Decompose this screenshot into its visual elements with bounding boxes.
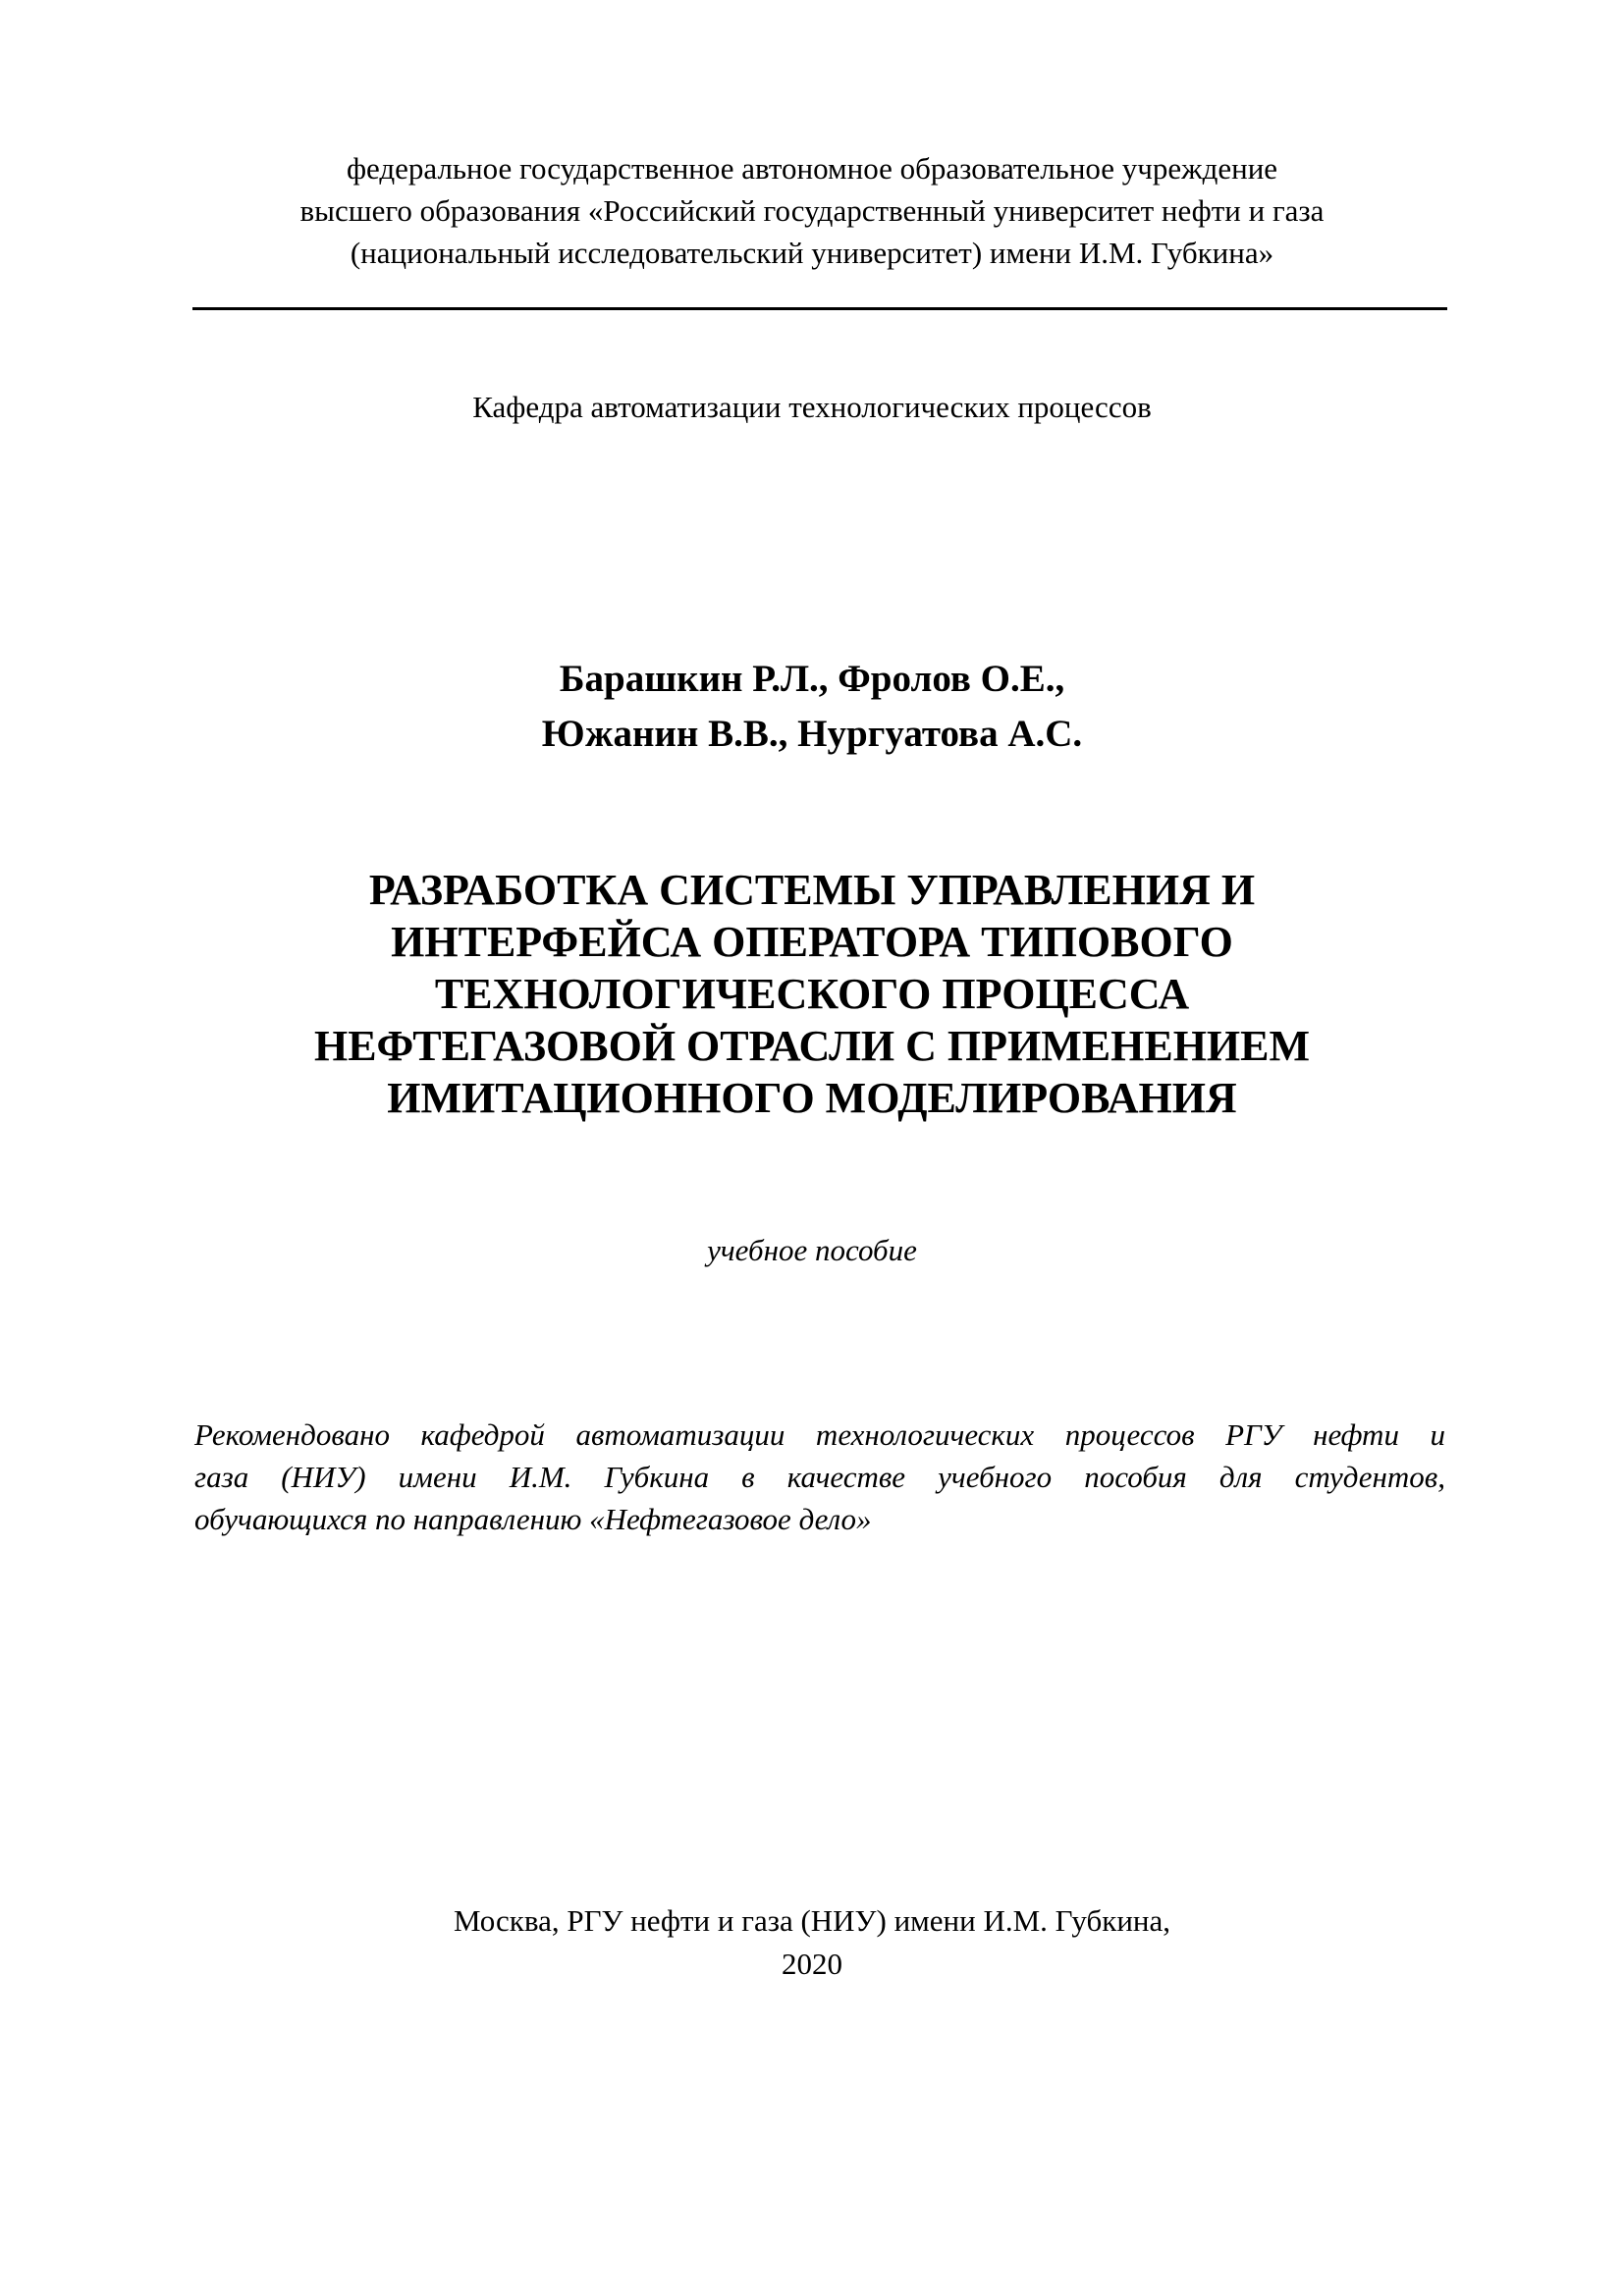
department-name: Кафедра автоматизации технологических процессов xyxy=(472,390,1152,424)
recommendation-line-1: Рекомендовано кафедрой автоматизации технологических процессов РГУ нефти и xyxy=(194,1417,1445,1452)
organization-header xyxy=(0,147,1624,274)
organization-line-1: федеральное государственное автономное образовательное учреждение xyxy=(346,151,1278,186)
authors xyxy=(0,652,1624,762)
recommendation-line-2: газа (НИУ) имени И.М. Губкина в качестве учебного пособия для студентов, xyxy=(194,1460,1445,1494)
authors-line-1: Барашкин Р.Л., Фролов О.Е., xyxy=(559,658,1065,700)
authors-line-2: Южанин В.В., Нургуатова А.С. xyxy=(541,713,1083,755)
recommendation-line-3: обучающихся по направлению «Нефтегазовое дело» xyxy=(194,1502,872,1536)
imprint-year: 2020 xyxy=(782,1947,842,1981)
title-line-1: РАЗРАБОТКА СИСТЕМЫ УПРАВЛЕНИЯ И xyxy=(368,866,1256,914)
document-title xyxy=(0,864,1624,1124)
title-line-3: ТЕХНОЛОГИЧЕСКОГО ПРОЦЕССА xyxy=(434,970,1190,1018)
document-type-label: учебное пособие xyxy=(707,1233,917,1267)
recommendation-note xyxy=(194,1414,1445,1540)
title-line-4: НЕФТЕГАЗОВОЙ ОТРАСЛИ С ПРИМЕНЕНИЕМ xyxy=(313,1022,1311,1070)
department xyxy=(0,386,1624,428)
title-line-5: ИМИТАЦИОННОГО МОДЕЛИРОВАНИЯ xyxy=(387,1074,1237,1122)
imprint-place-publisher: Москва, РГУ нефти и газа (НИУ) имени И.М. Губкина, xyxy=(453,1903,1171,1938)
organization-line-3: (национальный исследовательский университет) имени И.М. Губкина» xyxy=(350,236,1274,270)
header-divider xyxy=(192,307,1447,310)
title-line-2: ИНТЕРФЕЙСА ОПЕРАТОРА ТИПОВОГО xyxy=(391,918,1233,966)
imprint xyxy=(0,1899,1624,1986)
organization-line-2: высшего образования «Российский государственный университет нефти и газа xyxy=(299,193,1325,228)
document-type xyxy=(0,1229,1624,1271)
